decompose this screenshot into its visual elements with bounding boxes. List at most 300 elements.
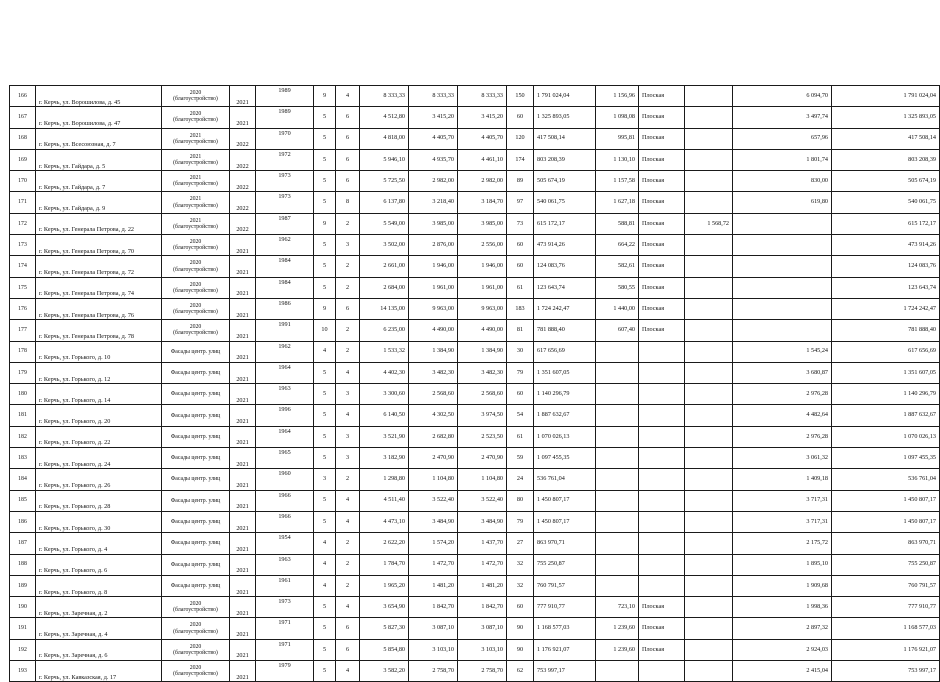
- work-type-cell: Фасады центр. улиц: [162, 469, 230, 490]
- cost-cell: 1 724 242,47: [534, 298, 596, 319]
- residential-area-cell: 1 437,70: [458, 533, 507, 554]
- roof-type-cell: [639, 469, 685, 490]
- roof-type-cell: [639, 511, 685, 532]
- residential-area-cell: 8 333,33: [458, 86, 507, 107]
- table-row: [10, 235, 940, 256]
- built-year-cell: 1971: [256, 639, 314, 660]
- residential-area-cell: 2 568,60: [458, 384, 507, 405]
- total-cost-cell: 1 450 807,17: [832, 511, 940, 532]
- table-row: [10, 362, 940, 383]
- address-cell: г. Керчь, ул. Горького, д. 10: [36, 341, 162, 362]
- row-number: 182: [10, 426, 36, 447]
- total-area-cell: 8 333,33: [360, 86, 409, 107]
- table-row: [10, 661, 940, 682]
- living-area-cell: 1 472,70: [409, 554, 458, 575]
- residents-cell: 32: [507, 554, 534, 575]
- cost-cell: 1 168 577,03: [534, 618, 596, 639]
- living-area-cell: 2 758,70: [409, 661, 458, 682]
- facade-area-cell: [685, 469, 733, 490]
- roof-area-cell: 1 627,18: [596, 192, 639, 213]
- cost-cell: 615 172,17: [534, 213, 596, 234]
- work-type-cell: 2020 (благоустройство): [162, 256, 230, 277]
- living-area-cell: 3 087,10: [409, 618, 458, 639]
- residential-area-cell: 4 405,70: [458, 128, 507, 149]
- residential-area-cell: 1 472,70: [458, 554, 507, 575]
- cost-cell: 1 140 296,79: [534, 384, 596, 405]
- entrances-cell: 4: [336, 661, 360, 682]
- total-area-cell: 6 235,00: [360, 320, 409, 341]
- built-year-cell: 1986: [256, 298, 314, 319]
- address-cell: г. Керчь, ул. Всесоюзная, д. 7: [36, 128, 162, 149]
- plan-year-cell: 2021: [230, 661, 256, 682]
- entrances-cell: 6: [336, 618, 360, 639]
- plan-year-cell: 2021: [230, 384, 256, 405]
- entrances-cell: 2: [336, 533, 360, 554]
- facade-area-cell: [685, 107, 733, 128]
- cost-cell: 781 888,40: [534, 320, 596, 341]
- basement-area-cell: 3 061,32: [733, 448, 832, 469]
- total-area-cell: 6 140,50: [360, 405, 409, 426]
- floors-cell: 5: [314, 661, 336, 682]
- row-number: 168: [10, 128, 36, 149]
- work-type-cell: 2020 (благоустройство): [162, 661, 230, 682]
- row-number: 192: [10, 639, 36, 660]
- plan-year-cell: 2021: [230, 554, 256, 575]
- table-row: [10, 341, 940, 362]
- plan-year-cell: 2021: [230, 511, 256, 532]
- roof-type-cell: Плоская: [639, 213, 685, 234]
- table-row: [10, 298, 940, 319]
- total-area-cell: 5 725,50: [360, 171, 409, 192]
- entrances-cell: 6: [336, 107, 360, 128]
- row-number: 185: [10, 490, 36, 511]
- roof-type-cell: [639, 533, 685, 554]
- cost-cell: 1 325 893,05: [534, 107, 596, 128]
- entrances-cell: 6: [336, 171, 360, 192]
- living-area-cell: 9 963,00: [409, 298, 458, 319]
- row-number: 189: [10, 575, 36, 596]
- total-area-cell: 5 946,10: [360, 149, 409, 170]
- table-row: [10, 618, 940, 639]
- floors-cell: 5: [314, 597, 336, 618]
- work-type-cell: Фасады центр. улиц: [162, 448, 230, 469]
- entrances-cell: 3: [336, 235, 360, 256]
- cost-cell: 1 176 921,07: [534, 639, 596, 660]
- facade-area-cell: [685, 490, 733, 511]
- floors-cell: 9: [314, 86, 336, 107]
- built-year-cell: 1996: [256, 405, 314, 426]
- basement-area-cell: [733, 235, 832, 256]
- row-number: 179: [10, 362, 36, 383]
- residential-area-cell: 9 963,00: [458, 298, 507, 319]
- entrances-cell: 4: [336, 511, 360, 532]
- plan-year-cell: 2021: [230, 235, 256, 256]
- plan-year-cell: 2021: [230, 533, 256, 554]
- entrances-cell: 2: [336, 341, 360, 362]
- residents-cell: 61: [507, 426, 534, 447]
- built-year-cell: 1973: [256, 171, 314, 192]
- living-area-cell: 2 682,80: [409, 426, 458, 447]
- living-area-cell: 1 104,80: [409, 469, 458, 490]
- total-area-cell: 4 512,80: [360, 107, 409, 128]
- roof-area-cell: 995,81: [596, 128, 639, 149]
- roof-area-cell: 582,61: [596, 256, 639, 277]
- address-cell: г. Керчь, ул. Горького, д. 22: [36, 426, 162, 447]
- table-row: [10, 107, 940, 128]
- work-type-cell: Фасады центр. улиц: [162, 575, 230, 596]
- floors-cell: 5: [314, 128, 336, 149]
- basement-area-cell: 1 801,74: [733, 149, 832, 170]
- basement-area-cell: 4 482,64: [733, 405, 832, 426]
- built-year-cell: 1954: [256, 533, 314, 554]
- address-cell: г. Керчь, ул. Горького, д. 8: [36, 575, 162, 596]
- facade-area-cell: [685, 448, 733, 469]
- basement-area-cell: 3 497,74: [733, 107, 832, 128]
- roof-type-cell: Плоская: [639, 235, 685, 256]
- floors-cell: 5: [314, 405, 336, 426]
- facade-area-cell: [685, 362, 733, 383]
- work-type-cell: Фасады центр. улиц: [162, 490, 230, 511]
- row-number: 177: [10, 320, 36, 341]
- total-cost-cell: 760 791,57: [832, 575, 940, 596]
- address-cell: г. Керчь, ул. Горького, д. 14: [36, 384, 162, 405]
- document-sheet: [9, 85, 940, 682]
- facade-area-cell: [685, 192, 733, 213]
- roof-area-cell: [596, 362, 639, 383]
- plan-year-cell: 2022: [230, 149, 256, 170]
- floors-cell: 4: [314, 554, 336, 575]
- residents-cell: 97: [507, 192, 534, 213]
- facade-area-cell: [685, 405, 733, 426]
- living-area-cell: 1 842,70: [409, 597, 458, 618]
- cost-cell: 803 208,39: [534, 149, 596, 170]
- row-number: 167: [10, 107, 36, 128]
- basement-area-cell: 1 998,36: [733, 597, 832, 618]
- living-area-cell: 3 103,10: [409, 639, 458, 660]
- plan-year-cell: 2021: [230, 107, 256, 128]
- living-area-cell: 4 490,00: [409, 320, 458, 341]
- total-area-cell: 4 818,00: [360, 128, 409, 149]
- total-area-cell: 14 135,00: [360, 298, 409, 319]
- total-cost-cell: 123 643,74: [832, 277, 940, 298]
- basement-area-cell: 657,96: [733, 128, 832, 149]
- table-row: [10, 277, 940, 298]
- roof-type-cell: [639, 362, 685, 383]
- plan-year-cell: 2021: [230, 426, 256, 447]
- floors-cell: 5: [314, 618, 336, 639]
- roof-area-cell: 1 130,10: [596, 149, 639, 170]
- roof-type-cell: Плоская: [639, 618, 685, 639]
- roof-type-cell: [639, 426, 685, 447]
- living-area-cell: 3 484,90: [409, 511, 458, 532]
- work-type-cell: Фасады центр. улиц: [162, 341, 230, 362]
- roof-area-cell: 607,40: [596, 320, 639, 341]
- work-type-cell: Фасады центр. улиц: [162, 405, 230, 426]
- cost-cell: 1 097 455,35: [534, 448, 596, 469]
- cost-cell: 617 656,69: [534, 341, 596, 362]
- residents-cell: 54: [507, 405, 534, 426]
- residents-cell: 60: [507, 597, 534, 618]
- facade-area-cell: [685, 426, 733, 447]
- row-number: 174: [10, 256, 36, 277]
- roof-area-cell: 588,81: [596, 213, 639, 234]
- entrances-cell: 2: [336, 213, 360, 234]
- basement-area-cell: 2 175,72: [733, 533, 832, 554]
- work-type-cell: Фасады центр. улиц: [162, 426, 230, 447]
- row-number: 187: [10, 533, 36, 554]
- roof-type-cell: [639, 490, 685, 511]
- table-row: [10, 213, 940, 234]
- table-row: [10, 575, 940, 596]
- built-year-cell: 1973: [256, 192, 314, 213]
- total-cost-cell: 1 791 024,04: [832, 86, 940, 107]
- roof-area-cell: 1 098,08: [596, 107, 639, 128]
- work-type-cell: 2021 (благоустройство): [162, 213, 230, 234]
- residential-area-cell: 3 184,70: [458, 192, 507, 213]
- cost-cell: 1 887 632,67: [534, 405, 596, 426]
- roof-area-cell: [596, 554, 639, 575]
- plan-year-cell: 2021: [230, 597, 256, 618]
- entrances-cell: 2: [336, 575, 360, 596]
- facade-area-cell: [685, 384, 733, 405]
- entrances-cell: 6: [336, 298, 360, 319]
- table-row: [10, 469, 940, 490]
- living-area-cell: 1 946,00: [409, 256, 458, 277]
- row-number: 184: [10, 469, 36, 490]
- total-area-cell: 1 533,32: [360, 341, 409, 362]
- table-row: [10, 256, 940, 277]
- total-cost-cell: 803 208,39: [832, 149, 940, 170]
- plan-year-cell: 2021: [230, 298, 256, 319]
- basement-area-cell: 2 924,03: [733, 639, 832, 660]
- built-year-cell: 1979: [256, 661, 314, 682]
- plan-year-cell: 2021: [230, 341, 256, 362]
- residents-cell: 27: [507, 533, 534, 554]
- floors-cell: 3: [314, 469, 336, 490]
- basement-area-cell: 830,00: [733, 171, 832, 192]
- built-year-cell: 1989: [256, 107, 314, 128]
- address-cell: г. Керчь, ул. Генерала Петрова, д. 76: [36, 298, 162, 319]
- total-cost-cell: 615 172,17: [832, 213, 940, 234]
- roof-type-cell: Плоская: [639, 192, 685, 213]
- residents-cell: 90: [507, 618, 534, 639]
- built-year-cell: 1963: [256, 554, 314, 575]
- total-cost-cell: 755 250,87: [832, 554, 940, 575]
- built-year-cell: 1971: [256, 618, 314, 639]
- residential-area-cell: 3 103,10: [458, 639, 507, 660]
- total-cost-cell: 753 997,17: [832, 661, 940, 682]
- address-cell: г. Керчь, ул. Горького, д. 20: [36, 405, 162, 426]
- entrances-cell: 6: [336, 149, 360, 170]
- entrances-cell: 6: [336, 128, 360, 149]
- residents-cell: 79: [507, 362, 534, 383]
- address-cell: г. Керчь, ул. Гайдара, д. 7: [36, 171, 162, 192]
- total-area-cell: 2 684,00: [360, 277, 409, 298]
- entrances-cell: 4: [336, 405, 360, 426]
- living-area-cell: 2 568,60: [409, 384, 458, 405]
- built-year-cell: 1964: [256, 426, 314, 447]
- residential-area-cell: 1 104,80: [458, 469, 507, 490]
- total-area-cell: 6 137,80: [360, 192, 409, 213]
- residents-cell: 60: [507, 384, 534, 405]
- entrances-cell: 2: [336, 320, 360, 341]
- row-number: 188: [10, 554, 36, 575]
- table-row: [10, 426, 940, 447]
- total-cost-cell: 781 888,40: [832, 320, 940, 341]
- basement-area-cell: 3 717,31: [733, 511, 832, 532]
- plan-year-cell: 2021: [230, 277, 256, 298]
- row-number: 180: [10, 384, 36, 405]
- address-cell: г. Керчь, ул. Ворошилова, д. 45: [36, 86, 162, 107]
- total-cost-cell: 1 070 026,13: [832, 426, 940, 447]
- residents-cell: 79: [507, 511, 534, 532]
- built-year-cell: 1961: [256, 575, 314, 596]
- total-area-cell: 3 654,90: [360, 597, 409, 618]
- cost-cell: 536 761,04: [534, 469, 596, 490]
- total-area-cell: 3 521,90: [360, 426, 409, 447]
- residents-cell: 59: [507, 448, 534, 469]
- address-cell: г. Керчь, ул. Генерала Петрова, д. 72: [36, 256, 162, 277]
- table-row: [10, 533, 940, 554]
- row-number: 190: [10, 597, 36, 618]
- cost-cell: 123 643,74: [534, 277, 596, 298]
- total-area-cell: 3 182,90: [360, 448, 409, 469]
- entrances-cell: 2: [336, 277, 360, 298]
- row-number: 193: [10, 661, 36, 682]
- residential-area-cell: 3 415,20: [458, 107, 507, 128]
- basement-area-cell: 2 415,04: [733, 661, 832, 682]
- cost-cell: 755 250,87: [534, 554, 596, 575]
- entrances-cell: 4: [336, 597, 360, 618]
- work-type-cell: Фасады центр. улиц: [162, 511, 230, 532]
- facade-area-cell: [685, 597, 733, 618]
- residential-area-cell: 3 522,40: [458, 490, 507, 511]
- table-body: [10, 86, 940, 682]
- floors-cell: 5: [314, 107, 336, 128]
- address-cell: г. Керчь, ул. Заречная, д. 2: [36, 597, 162, 618]
- plan-year-cell: 2021: [230, 639, 256, 660]
- residents-cell: 183: [507, 298, 534, 319]
- residents-cell: 24: [507, 469, 534, 490]
- facade-area-cell: [685, 618, 733, 639]
- built-year-cell: 1966: [256, 511, 314, 532]
- table-row: [10, 639, 940, 660]
- plan-year-cell: 2021: [230, 448, 256, 469]
- total-cost-cell: 617 656,69: [832, 341, 940, 362]
- facade-area-cell: [685, 639, 733, 660]
- work-type-cell: 2020 (благоустройство): [162, 86, 230, 107]
- row-number: 171: [10, 192, 36, 213]
- facade-area-cell: [685, 575, 733, 596]
- built-year-cell: 1962: [256, 235, 314, 256]
- cost-cell: 1 070 026,13: [534, 426, 596, 447]
- residents-cell: 32: [507, 575, 534, 596]
- roof-type-cell: Плоская: [639, 597, 685, 618]
- row-number: 173: [10, 235, 36, 256]
- total-area-cell: 4 511,40: [360, 490, 409, 511]
- living-area-cell: 2 982,00: [409, 171, 458, 192]
- roof-area-cell: [596, 490, 639, 511]
- roof-area-cell: [596, 533, 639, 554]
- basement-area-cell: 619,80: [733, 192, 832, 213]
- built-year-cell: 1989: [256, 86, 314, 107]
- cost-cell: 540 061,75: [534, 192, 596, 213]
- address-cell: г. Керчь, ул. Горького, д. 4: [36, 533, 162, 554]
- floors-cell: 5: [314, 448, 336, 469]
- roof-type-cell: Плоская: [639, 171, 685, 192]
- entrances-cell: 8: [336, 192, 360, 213]
- roof-type-cell: Плоская: [639, 149, 685, 170]
- facade-area-cell: [685, 171, 733, 192]
- floors-cell: 5: [314, 235, 336, 256]
- floors-cell: 5: [314, 362, 336, 383]
- roof-type-cell: Плоская: [639, 639, 685, 660]
- total-cost-cell: 1 325 893,05: [832, 107, 940, 128]
- residents-cell: 30: [507, 341, 534, 362]
- facade-area-cell: 1 568,72: [685, 213, 733, 234]
- living-area-cell: 4 302,50: [409, 405, 458, 426]
- cost-cell: 1 450 807,17: [534, 511, 596, 532]
- total-cost-cell: 1 351 607,05: [832, 362, 940, 383]
- work-type-cell: Фасады центр. улиц: [162, 362, 230, 383]
- total-cost-cell: 417 508,14: [832, 128, 940, 149]
- floors-cell: 5: [314, 426, 336, 447]
- residents-cell: 60: [507, 235, 534, 256]
- living-area-cell: 1 384,90: [409, 341, 458, 362]
- row-number: 183: [10, 448, 36, 469]
- living-area-cell: 3 415,20: [409, 107, 458, 128]
- table-row: [10, 448, 940, 469]
- living-area-cell: 1 481,20: [409, 575, 458, 596]
- row-number: 175: [10, 277, 36, 298]
- total-cost-cell: 540 061,75: [832, 192, 940, 213]
- residents-cell: 80: [507, 490, 534, 511]
- roof-area-cell: [596, 511, 639, 532]
- total-area-cell: 3 502,00: [360, 235, 409, 256]
- address-cell: г. Керчь, ул. Горького, д. 24: [36, 448, 162, 469]
- basement-area-cell: [733, 213, 832, 234]
- built-year-cell: 1966: [256, 490, 314, 511]
- roof-area-cell: [596, 575, 639, 596]
- facade-area-cell: [685, 128, 733, 149]
- entrances-cell: 2: [336, 554, 360, 575]
- living-area-cell: 1 961,00: [409, 277, 458, 298]
- cost-cell: 1 450 807,17: [534, 490, 596, 511]
- cost-cell: 863 970,71: [534, 533, 596, 554]
- residential-area-cell: 3 974,50: [458, 405, 507, 426]
- total-cost-cell: 1 097 455,35: [832, 448, 940, 469]
- roof-area-cell: [596, 405, 639, 426]
- address-cell: г. Керчь, ул. Горького, д. 30: [36, 511, 162, 532]
- residential-area-cell: 1 384,90: [458, 341, 507, 362]
- table-row: [10, 405, 940, 426]
- roof-type-cell: [639, 341, 685, 362]
- plan-year-cell: 2021: [230, 618, 256, 639]
- total-area-cell: 5 854,80: [360, 639, 409, 660]
- cost-cell: 1 351 607,05: [534, 362, 596, 383]
- basement-area-cell: 2 897,32: [733, 618, 832, 639]
- residential-area-cell: 3 087,10: [458, 618, 507, 639]
- facade-area-cell: [685, 554, 733, 575]
- facade-area-cell: [685, 235, 733, 256]
- living-area-cell: 2 470,90: [409, 448, 458, 469]
- residents-cell: 90: [507, 639, 534, 660]
- roof-area-cell: 723,10: [596, 597, 639, 618]
- residential-area-cell: 1 946,00: [458, 256, 507, 277]
- total-area-cell: 5 549,00: [360, 213, 409, 234]
- floors-cell: 5: [314, 277, 336, 298]
- address-cell: г. Керчь, ул. Гайдара, д. 9: [36, 192, 162, 213]
